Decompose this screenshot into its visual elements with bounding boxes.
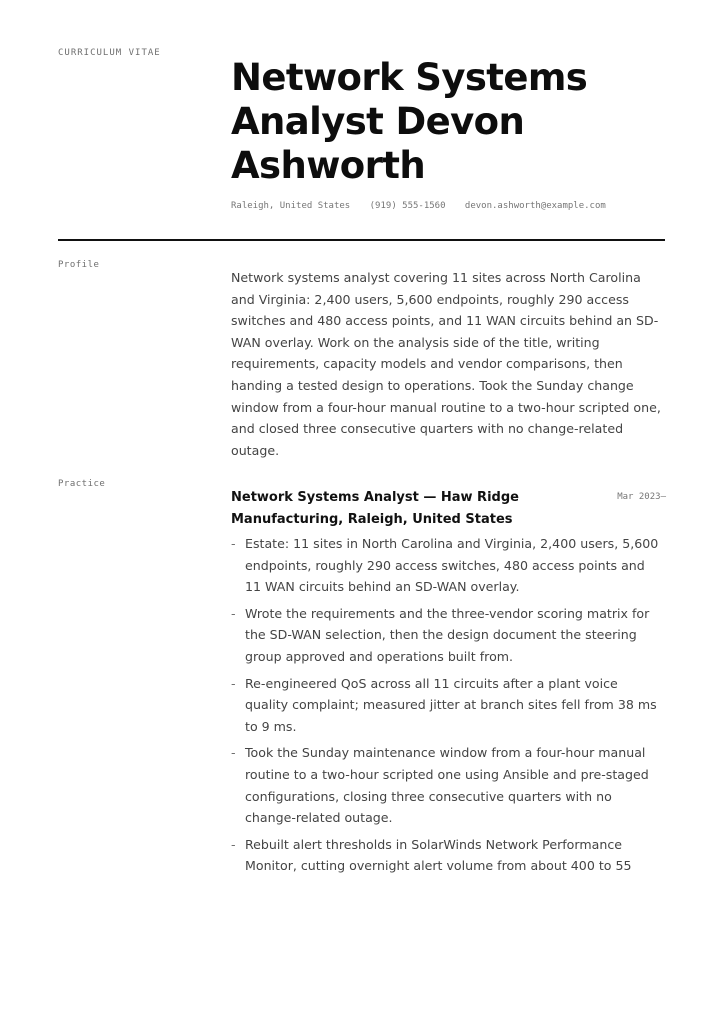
document-kicker: CURRICULUM VITAE [58, 48, 161, 58]
profile-summary: Network systems analyst covering 11 sites across North Carolina and Virginia: 2,400 users, 5,600 endpoints, roughly 290 access switches and 480 access points, and 11 WAN circuits behind an SD-WAN overlay. Work on the analysis side of the title, writing requirements, capacity models and vendor comparisons, then handing a tested design to operations. Took the Sunday change window from a four-hour manual routine to a two-hour scripted one, and closed three consecutive quarters with no change-related outage. [231, 270, 661, 458]
contact-line [231, 201, 606, 211]
bullet-text: Rebuilt alert thresholds in SolarWinds Network Performance Monitor, cutting overnight alert volume from about 400 to 55 [245, 836, 632, 874]
contact-phone: (919) 555-1560 [369, 201, 446, 211]
bullet-marker: - [231, 536, 236, 551]
bullet-marker: - [231, 745, 236, 761]
bullet-text: Estate: 11 sites in North Carolina and Virginia, 2,400 users, 5,600 endpoints, roughly 290 access switches, 480 access points and 11 WAN circuits behind an SD-WAN overlay. [245, 536, 659, 595]
header-divider [58, 239, 665, 241]
bullet-marker: - [231, 836, 236, 852]
list-item [231, 673, 663, 738]
contact-location: Raleigh, United States [231, 201, 351, 211]
profile-section-label: Profile [58, 260, 100, 270]
bullet-text: Took the Sunday maintenance window from a four-hour manual routine to a two-hour scripted one using Ansible and pre-staged configurations, closing three consecutive quarters with no change-related outage. [245, 745, 649, 826]
page-title: Network Systems Analyst Devon Ashworth [231, 56, 588, 187]
job-bullet-list [231, 533, 663, 882]
contact-email: devon.ashworth@example.com [464, 201, 606, 211]
bullet-marker: - [231, 605, 236, 621]
list-item [231, 742, 663, 828]
bullet-marker: - [231, 675, 236, 691]
list-item [231, 834, 663, 877]
bullet-text: Re-engineered QoS across all 11 circuits after a plant voice quality complaint; measured jitter at branch sites fell from 38 ms to 9 ms. [245, 675, 657, 734]
bullet-text: Wrote the requirements and the three-vendor scoring matrix for the SD-WAN selection, then the design document the steering group approved and operations built from. [245, 605, 650, 664]
list-item [231, 603, 663, 668]
job-title: Network Systems Analyst — Haw Ridge Manufacturing, Raleigh, United States [231, 490, 519, 527]
practice-section-label: Practice [58, 479, 106, 489]
list-item [231, 533, 663, 598]
job-date: Mar 2023– [617, 492, 666, 502]
